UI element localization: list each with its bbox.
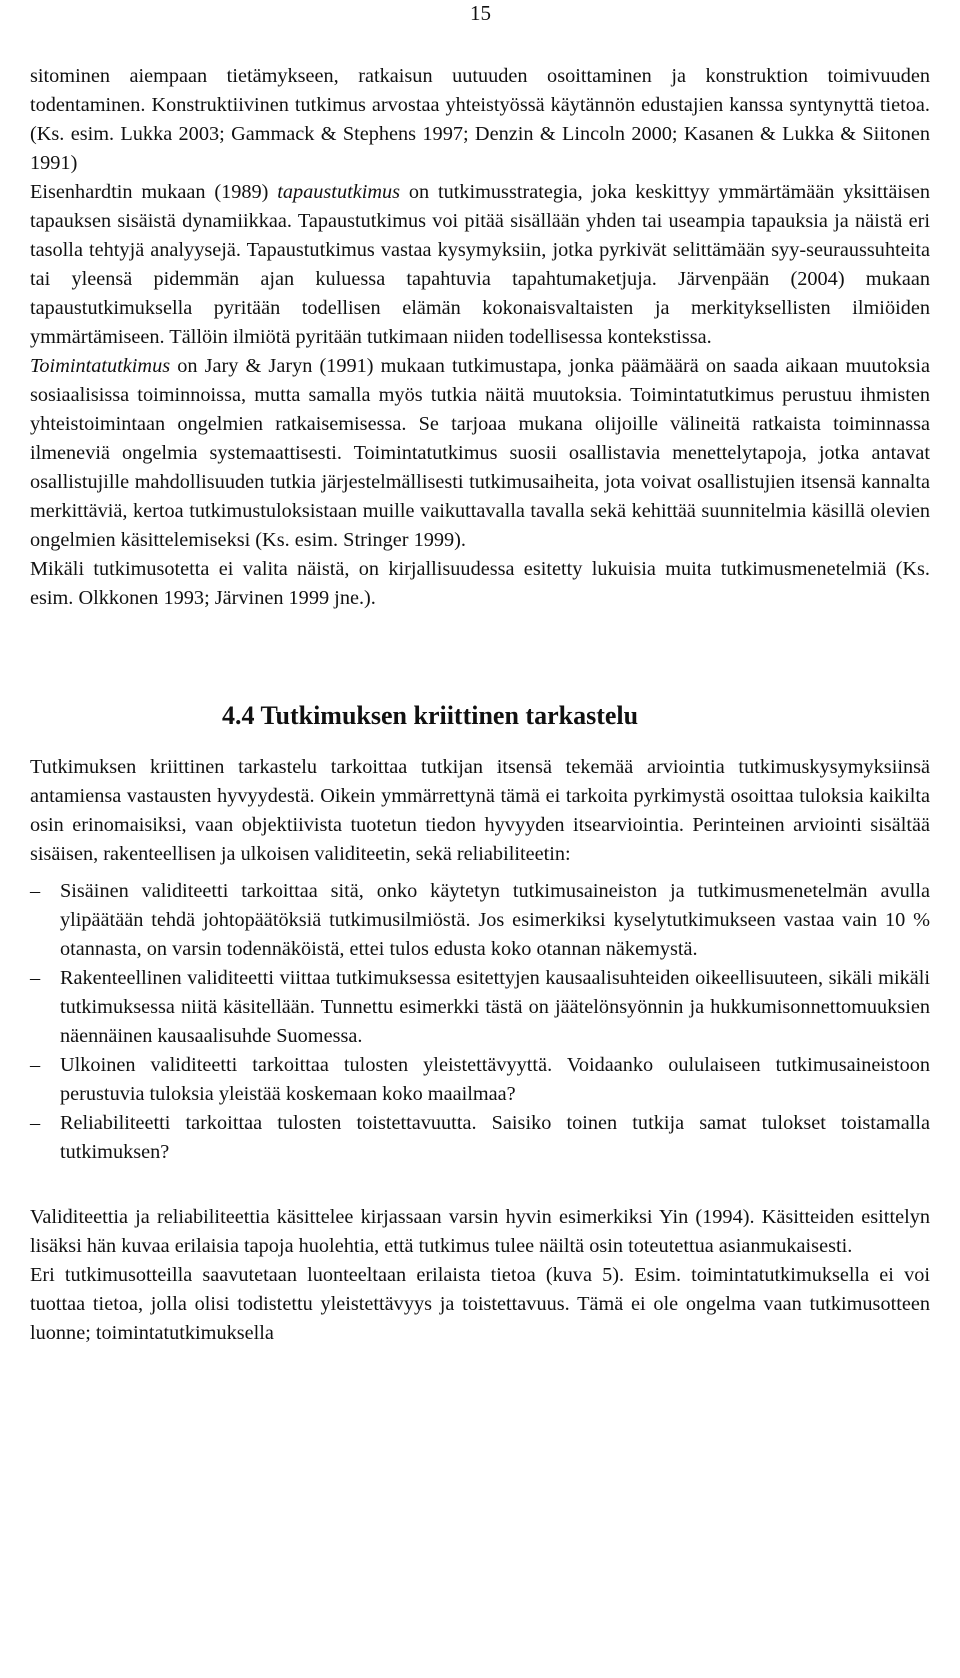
paragraph-text: Eisenhardtin mukaan (1989) xyxy=(30,181,278,203)
list-item xyxy=(30,1051,930,1109)
term-action-research: Toimintatutkimus xyxy=(30,355,171,377)
list-item-text: Rakenteellinen validiteetti viittaa tutkimuksessa esitettyjen kausaalisuhteiden oikeellisuuteen, sikäli mikäli tutkimuksessa niitä käsitellään. Tunnettu esimerkki tästä on jäätelönsyönnin ja hukkumisonnettomuuksien näennäinen kausaalisuhde Suomessa. xyxy=(60,967,930,1047)
list-item xyxy=(30,1109,930,1167)
paragraph-text: sitominen aiempaan tietämykseen, ratkaisun uutuuden osoittaminen ja konstruktion toimivuuden todentaminen. Konstruktiivinen tutkimus arvostaa yhteistyössä käytännön edustajien kanssa syntynyttä tietoa. (Ks. esim. Lukka 2003; Gammack & Stephens 1997; Denzin & Lincoln 2000; Kasanen & Lukka & Siitonen 1991) xyxy=(30,65,930,174)
paragraph-text: on tutkimusstrategia, joka keskittyy ymmärtämään yksittäisen tapauksen sisäistä dynamiikkaa. Tapaustutkimus voi pitää sisällään yhden tai useampia tapauksia ja näistä eri tasolla tehtyjä analyysejä. Tapaustutkimus vastaa kysymyksiin, jotka pyrkivät selittämään syy-seuraussuhteita tai yleensä pidemmän ajan kuluessa tapahtuvia tapahtumaketjuja. Järvenpään (2004) mukaan tapaustutkimuksella pyritään todellisen elämän kokonaisvaltaisten ja merkityksellisten ilmiöiden ymmärtämiseen. Tällöin ilmiötä pyritään tutkimaan niiden todellisessa kontekstissa. xyxy=(30,181,930,348)
spacer xyxy=(30,1167,930,1203)
paragraph-validity-yin: Validiteettia ja reliabiliteettia käsittelee kirjassaan varsin hyvin esimerkiksi Yin (1994). Käsitteiden esittelyn lisäksi hän kuvaa erilaisia tapoja huolehtia, että tutkimus tulee näiltä osin toteutettua asianmukaisesti. xyxy=(30,1206,930,1257)
page-content xyxy=(30,62,930,1348)
spacer xyxy=(30,869,930,877)
dash-bullet: – xyxy=(30,1112,41,1134)
paragraph-constructive-research xyxy=(30,62,930,178)
list-item xyxy=(30,877,930,964)
spacer xyxy=(30,732,930,753)
page-number: 15 xyxy=(470,1,491,25)
list-item-text: Sisäinen validiteetti tarkoittaa sitä, onko käytetyn tutkimusaineiston ja tutkimusmenetelmän avulla ylipäätään tehdä johtopäätöksiä tutkimusilmiöstä. Jos esimerkiksi kyselytutkimukseen vastaa vain 10 % otannasta, on varsin todennäköistä, ettei tulos edusta koko otannan näkemystä. xyxy=(60,880,930,960)
list-item xyxy=(30,964,930,1051)
list-item-text: Ulkoinen validiteetti tarkoittaa tulosten yleistettävyyttä. Voidaanko oululaiseen tutkimusaineistoon perustuvia tuloksia yleistää koskemaan koko maailmaa? xyxy=(60,1054,930,1105)
paragraph-text: Mikäli tutkimusotetta ei valita näistä, on kirjallisuudessa esitetty lukuisia muita tutkimusmenetelmiä (Ks. esim. Olkkonen 1993; Järvinen 1999 jne.). xyxy=(30,558,930,609)
dash-bullet: – xyxy=(30,967,41,989)
paragraph-intro: Tutkimuksen kriittinen tarkastelu tarkoittaa tutkijan itsensä tekemää arviointia tutkimuskysymyksiinsä antamiensa vastausten hyvyydestä. Oikein ymmärrettynä tämä ei tarkoita pyrkimystä osoittaa tuloksia kaikilta osin erinomaisiksi, vaan objektiivista tuotetun tiedon hyvyyden itsearviointia. Perinteinen arviointi sisältää sisäisen, rakenteellisen ja ulkoisen validiteetin, sekä reliabiliteetin: xyxy=(30,756,930,865)
section-heading: 4.4 Tutkimuksen kriittinen tarkastelu xyxy=(222,701,639,730)
dash-bullet: – xyxy=(30,1054,41,1076)
validity-list xyxy=(30,877,930,1167)
dash-bullet: – xyxy=(30,880,41,902)
spacer xyxy=(30,613,930,700)
paragraph-action-research xyxy=(30,352,930,555)
list-item-text: Reliabiliteetti tarkoittaa tulosten toistettavuutta. Saisiko toinen tutkija samat tulokset toistamalla tutkimuksen? xyxy=(60,1112,930,1163)
paragraph-research-approaches: Eri tutkimusotteilla saavutetaan luonteeltaan erilaista tietoa (kuva 5). Esim. toimintatutkimuksella ei voi tuottaa tietoa, jolla olisi todistettu yleistettävyys ja toistettavuus. Tämä ei ole ongelma vaan tutkimusotteen luonne; toimintatutkimuksella xyxy=(30,1264,930,1344)
paragraph-case-study xyxy=(30,178,930,352)
term-case-study: tapaustutkimus xyxy=(277,181,401,203)
paragraph-text: on Jary & Jaryn (1991) mukaan tutkimustapa, jonka päämäärä on saada aikaan muutoksia sosiaalisissa toiminnoissa, mutta samalla myös tutkia näitä muutoksia. Toimintatutkimus perustuu ihmisten yhteistoimintaan ongelmien ratkaisemisessa. Se tarjoaa mukana olijoille välineitä ratkaista toiminnassa ilmeneviä ongelmia systemaattisesti. Toimintatutkimus suosii osallistavia menettelytapoja, jotka antavat osallistujille mahdollisuuden tutkia järjestelmällisesti tutkimusaiheita, jota voivat osallistujien itsensä kannalta merkittäviä, kertoa tutkimustuloksistaan muille vaikuttavalla tavalla sekä kehittää suunnitelmia käsillä olevien ongelmien käsittelemiseksi (Ks. esim. Stringer 1999). xyxy=(30,355,930,551)
paragraph-other-methods xyxy=(30,555,930,613)
